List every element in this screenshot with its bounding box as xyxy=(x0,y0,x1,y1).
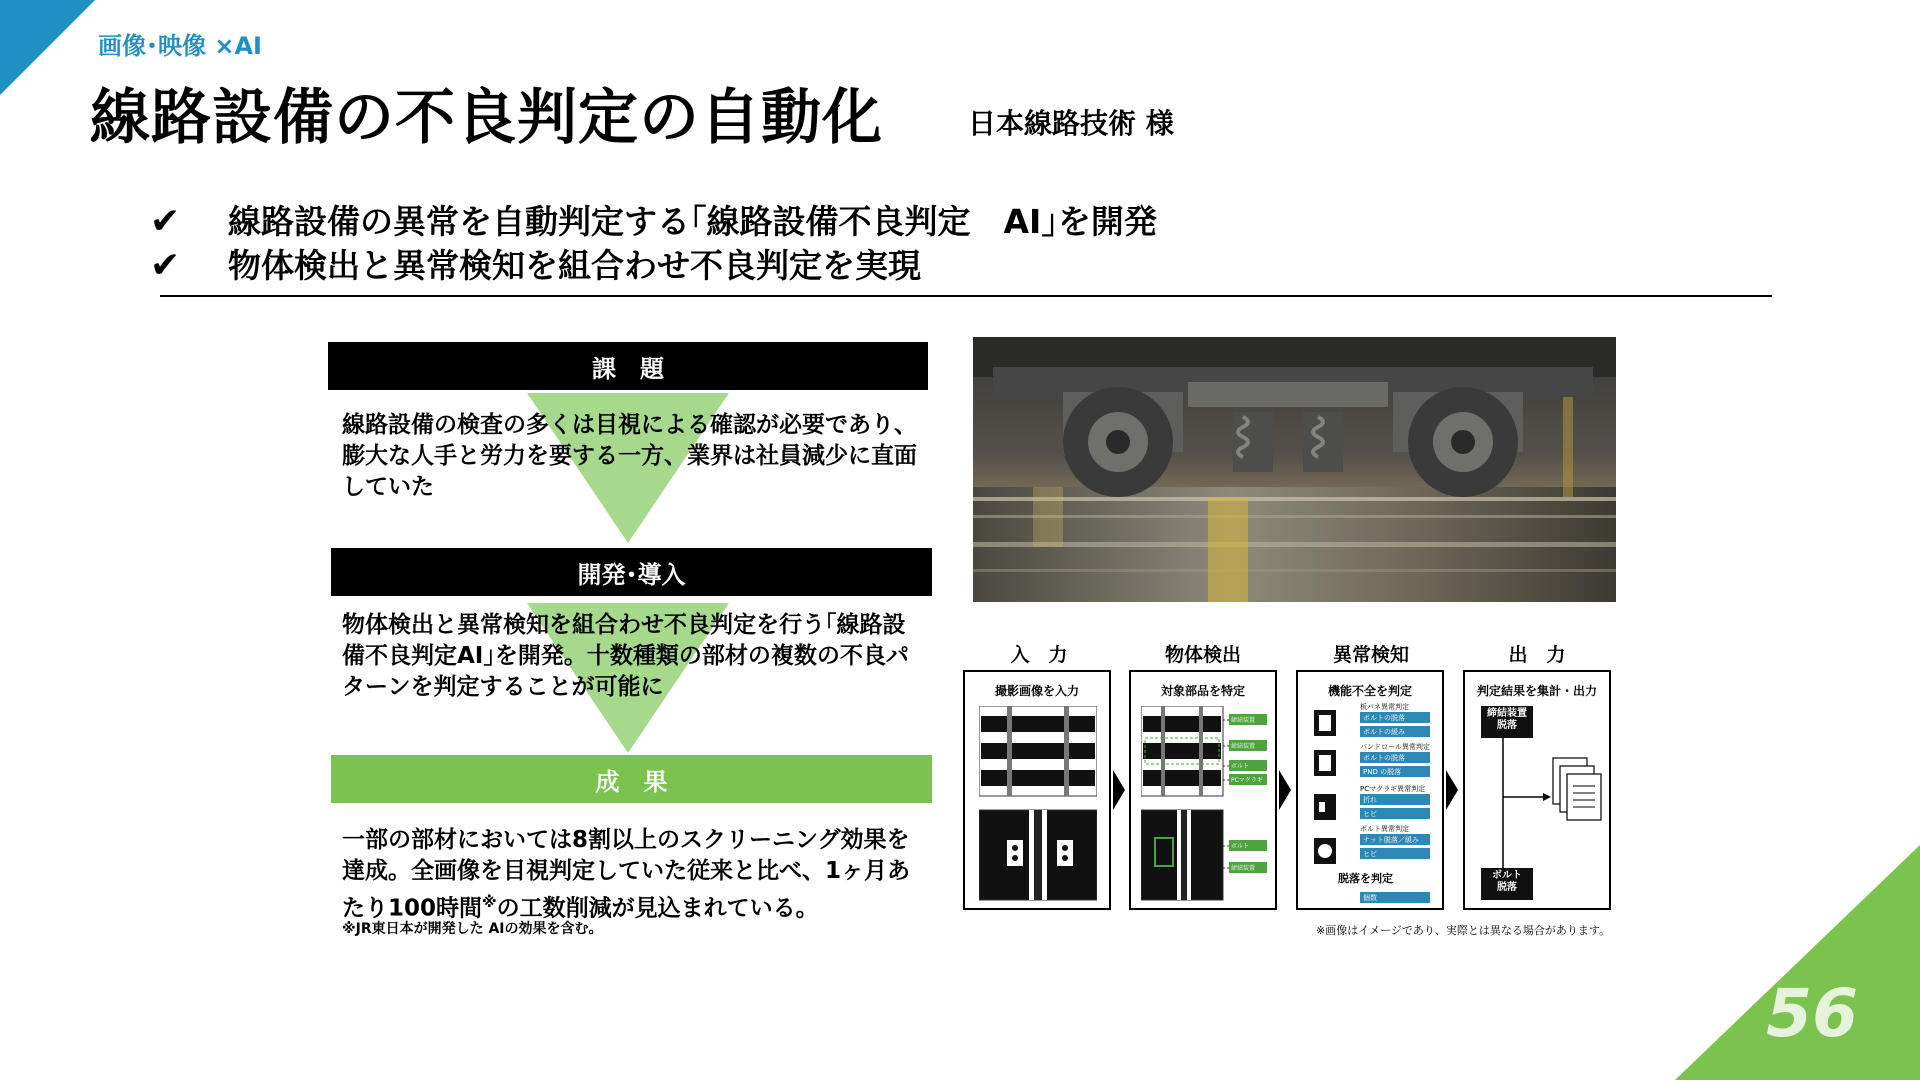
step-heading: 出 力 xyxy=(1508,644,1566,666)
detection-panel: 対象部品を特定 締結装置 締結装置 ボルト PCマクラギ ボルト 締結装置 xyxy=(1129,670,1277,910)
anomaly-tag: 折れ xyxy=(1360,794,1430,805)
corner-decoration-top-left xyxy=(0,0,95,95)
anomaly-tag: PND の脱落 xyxy=(1360,766,1430,777)
divider xyxy=(160,295,1772,297)
anomaly-label: ボルト異常判定 xyxy=(1360,825,1409,833)
flow-arrow-icon xyxy=(1446,770,1458,810)
step-heading: 物体検出 xyxy=(1164,644,1241,666)
development-heading: 開発･導入 xyxy=(331,548,932,596)
detect-tag: ボルト xyxy=(1229,760,1267,771)
output-panel: 判定結果を集計・出力 締結装置 脱落 ボルト 脱落 xyxy=(1463,670,1611,910)
checkmark-icon: ✔ xyxy=(150,201,181,242)
category-label: 画像･映像 ×AI xyxy=(98,32,262,60)
page-title: 線路設備の不良判定の自動化 xyxy=(90,83,883,153)
drop-count-tag: 個数 xyxy=(1360,892,1430,903)
part-thumbnails-icon xyxy=(1314,706,1344,876)
detect-tag: PCマクラギ xyxy=(1229,774,1267,785)
summary-bullets xyxy=(150,200,1157,288)
detect-tag: ボルト xyxy=(1229,840,1267,851)
anomaly-tag: ヒビ xyxy=(1360,848,1430,859)
bullet-text: 線路設備の異常を自動判定する｢線路設備不良判定 AI｣を開発 xyxy=(228,202,1157,241)
step-heading: 入 力 xyxy=(1010,644,1068,666)
detect-tag: 締結装置 xyxy=(1229,714,1267,725)
anomaly-label: パンドロール異常判定 xyxy=(1360,743,1430,751)
result-footnote: ※JR東日本が開発した AIの効果を含む。 xyxy=(342,921,603,937)
bullet-item xyxy=(150,200,1157,244)
anomaly-tag: ヒビ xyxy=(1360,808,1430,819)
anomaly-tag: ボルトの脱落 xyxy=(1360,712,1430,723)
issue-text: 線路設備の検査の多くは目視による確認が必要であり、膨大な人手と労力を要する一方、業界は社員減少に直面していた xyxy=(342,412,917,500)
detect-tag: 締結装置 xyxy=(1229,862,1267,873)
page-number: 56 xyxy=(1766,975,1858,1052)
issue-heading: 課 題 xyxy=(328,342,928,390)
detect-tag: 締結装置 xyxy=(1229,740,1267,751)
anomaly-tag: ナット脱落／緩み xyxy=(1360,834,1430,845)
result-heading: 成 果 xyxy=(331,755,932,803)
output-bolt-drop: ボルト 脱落 xyxy=(1481,868,1533,900)
flow-arrow-icon xyxy=(1279,770,1291,810)
train-bogie-photo xyxy=(973,337,1616,602)
anomaly-panel: 機能不全を判定 板バネ異常判定 ボルトの脱落 ボルトの緩み パンドロール異常判定 ボルトの脱落 PND の脱落 PCマクラギ異常判定 折れ ヒビ ボルト異常判定 ナット脱落／緩み ヒビ 脱落を判定 個数 xyxy=(1296,670,1444,910)
diagram-disclaimer: ※画像はイメージであり、実際とは異なる場合があります。 xyxy=(1316,924,1611,937)
flow-arrow-icon xyxy=(1113,770,1125,810)
development-text: 物体検出と異常検知を組合わせ不良判定を行う｢線路設備不良判定AI｣を開発。十数種類の部材の複数の不良パターンを判定することが可能に xyxy=(342,612,909,700)
track-image-icon xyxy=(979,706,1097,901)
anomaly-label: 板バネ異常判定 xyxy=(1360,703,1409,711)
result-text: 一部の部材においては8割以上のスクリーニング効果を達成。全画像を目視判定していた従来と比べ、1ヶ月あたり100時間※の工数削減が見込まれている。 xyxy=(342,827,911,922)
output-bolt-fastener-drop: 締結装置 脱落 xyxy=(1481,706,1533,738)
anomaly-label: PCマクラギ異常判定 xyxy=(1360,785,1426,793)
drop-judge-label: 脱落を判定 xyxy=(1338,872,1393,885)
checkmark-icon: ✔ xyxy=(150,245,181,286)
anomaly-tag: ボルトの緩み xyxy=(1360,726,1430,737)
anomaly-tag: ボルトの脱落 xyxy=(1360,752,1430,763)
step-heading: 異常検知 xyxy=(1332,644,1409,666)
input-panel: 撮影画像を入力 xyxy=(963,670,1111,910)
bullet-text: 物体検出と異常検知を組合わせ不良判定を実現 xyxy=(228,246,921,285)
bullet-item xyxy=(150,244,1157,288)
client-name: 日本線路技術 様 xyxy=(968,107,1174,140)
